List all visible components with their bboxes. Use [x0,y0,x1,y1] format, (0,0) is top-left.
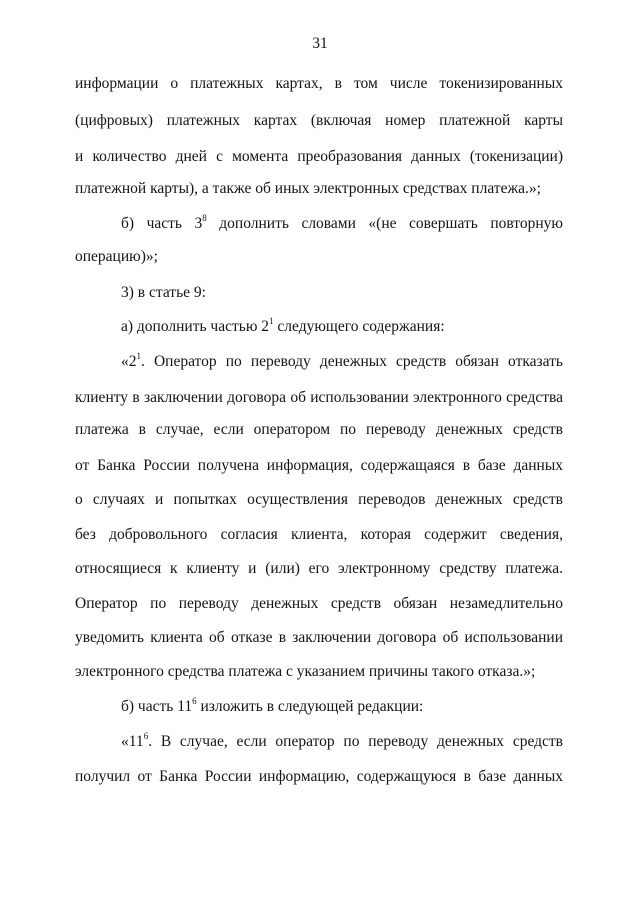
text-line: получил от Банка России информацию, содержащуюся в базе данных [75,768,563,785]
text-line: а) дополнить частью $2^1$ следующего содержания: [121,315,445,335]
text-line: «$2^1$. Оператор по переводу денежных средств обязан отказать [121,350,563,370]
text-line: б) часть $3^8$ дополнить словами «(не совершать повторную [121,212,563,232]
text-line: электронного средства платежа с указанием причины такого отказа.»; [75,663,536,680]
text-line: платежной карты), а также об иных электронных средствах платежа.»; [75,180,541,197]
text-line: и количество дней с момента преобразования данных (токенизации) [75,148,563,165]
page-number: 31 [312,35,328,52]
text-line: от Банка России получена информация, содержащаяся в базе данных [75,457,563,474]
text-line: операцию)»; [75,248,158,265]
text-line: относящиеся к клиенту и (или) его электронному средству платежа. [75,560,563,577]
superscript: 8 [202,212,207,223]
text-line: о случаях и попытках осуществления переводов денежных средств [75,491,563,508]
text-line: «$11^6$. В случае, если оператор по переводу денежных средств [121,730,563,750]
superscript: 1 [136,350,141,361]
text-line: без добровольного согласия клиента, которая содержит сведения, [75,526,563,543]
text-line: клиенту в заключении договора об использовании электронного средства [75,389,563,406]
text-line: платежа в случае, если оператором по переводу денежных средств [75,421,563,438]
superscript: 1 [269,315,274,326]
text-line: (цифровых) платежных картах (включая номер платежной карты [75,112,563,129]
text-line: б) часть $11^6$ изложить в следующей редакции: [121,695,424,715]
text-line: Оператор по переводу денежных средств обязан незамедлительно [75,595,563,612]
superscript: 6 [143,730,149,741]
superscript: 6 [192,695,197,706]
text-line: уведомить клиента об отказе в заключении договора об использовании [75,629,563,646]
text-line: 3) в статье 9: [121,284,206,301]
text-line: информации о платежных картах, в том числе токенизированных [75,75,563,92]
